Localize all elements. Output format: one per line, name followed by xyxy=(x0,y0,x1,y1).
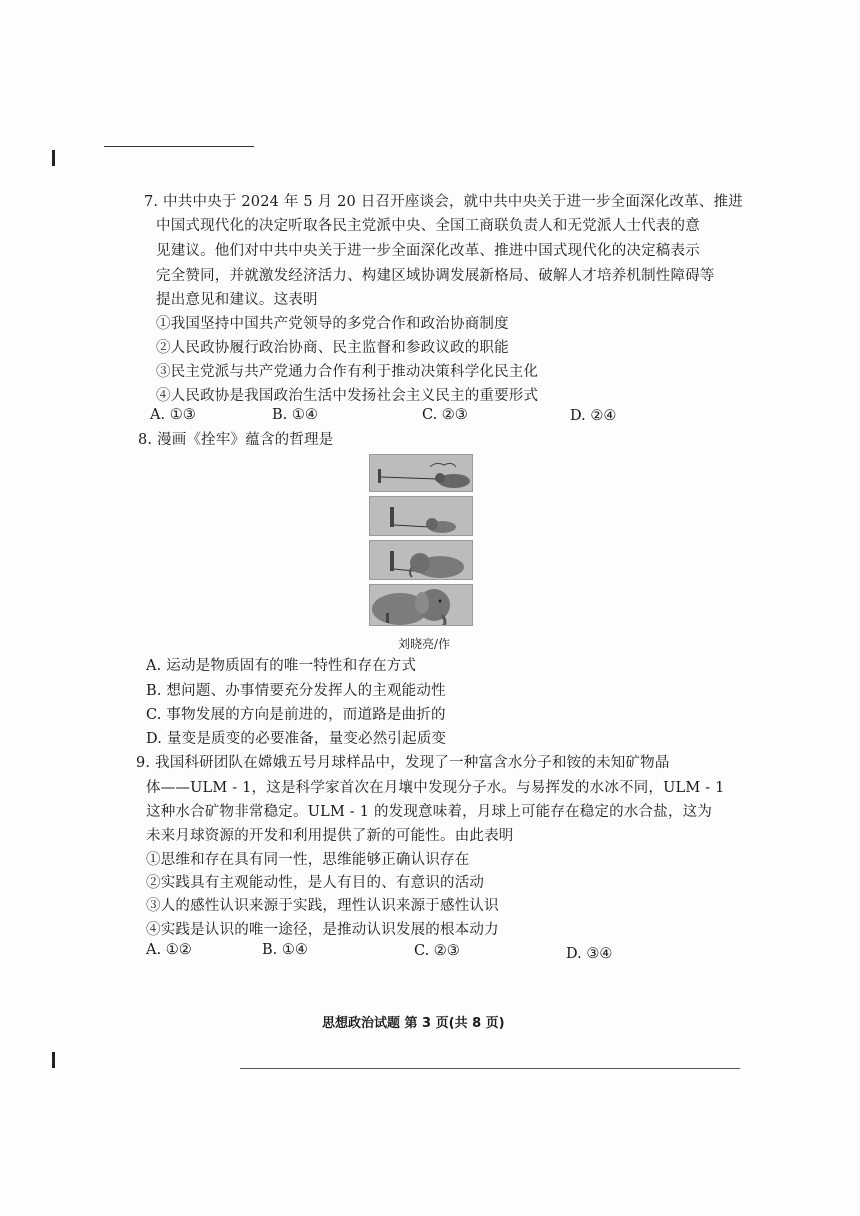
left-edge-mark xyxy=(52,150,55,166)
q9-stem-line-1: 9. 我国科研团队在嫦娥五号月球样品中，发现了一种富含水分子和铵的未知矿物晶 xyxy=(136,755,670,771)
q7-option-a: A. ①③ xyxy=(150,407,196,423)
q7-statement-1: ①我国坚持中国共产党领导的多党合作和政治协商制度 xyxy=(156,316,509,332)
q8-option-c: C. 事物发展的方向是前进的，而道路是曲折的 xyxy=(146,707,446,723)
grown-elephant-icon xyxy=(370,541,473,580)
q9-stem-line-3: 这种水合矿物非常稳定。ULM - 1 的发现意味着，月球上可能存在稳定的水合盐，这为 xyxy=(146,804,713,820)
cartoon-panel-2 xyxy=(369,496,473,536)
q7-option-c: C. ②③ xyxy=(422,407,468,423)
q7-stem-line-2: 中国式现代化的决定听取各民主党派中央、全国工商联负责人和无党派人士代表的意 xyxy=(156,218,700,234)
q8-option-b: B. 想问题、办事情要充分发挥人的主观能动性 xyxy=(146,683,446,699)
q7-stem-line-1: 7. 中共中央于 2024 年 5 月 20 日召开座谈会，就中共中央关于进一步全面深化改革、推进 xyxy=(144,194,743,210)
cartoon-panel-3 xyxy=(369,540,473,580)
q9-option-c: C. ②③ xyxy=(414,943,460,959)
q7-option-b: B. ①④ xyxy=(272,407,318,423)
q9-stem-line-4: 未来月球资源的开发和利用提供了新的可能性。由此表明 xyxy=(146,828,514,844)
left-edge-mark-bottom xyxy=(52,1052,55,1068)
cartoon-caption: 刘晓亮/作 xyxy=(398,637,451,651)
cartoon-panel-4 xyxy=(369,584,473,626)
page-footer: 思想政治试题 第 3 页(共 8 页) xyxy=(322,1016,505,1031)
q7-statement-4: ④人民政协是我国政治生活中发扬社会主义民主的重要形式 xyxy=(156,388,539,404)
top-rule xyxy=(104,146,254,147)
q9-option-b: B. ①④ xyxy=(262,942,308,958)
q9-statement-2: ②实践具有主观能动性，是人有目的、有意识的活动 xyxy=(146,875,485,891)
cartoon-panel-1 xyxy=(369,454,473,492)
adult-elephant-icon xyxy=(370,585,473,626)
q7-stem-line-4: 完全赞同，并就激发经济活力、构建区域协调发展新格局、破解人才培养机制性障碍等 xyxy=(156,268,715,284)
q9-stem-line-2: 体——ULM - 1，这是科学家首次在月壤中发现分子水。与易挥发的水冰不同，ULM - 1 xyxy=(146,780,725,796)
q7-stem-line-5: 提出意见和建议。这表明 xyxy=(156,292,318,308)
q9-option-a: A. ①② xyxy=(146,942,192,958)
q7-stem-line-3: 见建议。他们对中共中央关于进一步全面深化改革、推进中国式现代化的决定稿表示 xyxy=(156,243,700,259)
baby-elephant-icon xyxy=(370,455,473,492)
cartoon-figure xyxy=(369,454,473,626)
q7-statement-2: ②人民政协履行政治协商、民主监督和参政议政的职能 xyxy=(156,340,509,356)
q8-stem: 8. 漫画《拴牢》蕴含的哲理是 xyxy=(138,432,334,448)
q7-option-d: D. ②④ xyxy=(570,408,617,424)
q9-statement-3: ③人的感性认识来源于实践，理性认识来源于感性认识 xyxy=(146,898,499,914)
young-elephant-icon xyxy=(370,497,473,536)
q9-statement-4: ④实践是认识的唯一途径，是推动认识发展的根本动力 xyxy=(146,922,499,938)
q8-option-d: D. 量变是质变的必要准备，量变必然引起质变 xyxy=(146,731,447,747)
q9-option-d: D. ③④ xyxy=(566,946,613,962)
q9-statement-1: ①思维和存在具有同一性，思维能够正确认识存在 xyxy=(146,852,470,868)
bottom-rule xyxy=(240,1068,740,1069)
q8-option-a: A. 运动是物质固有的唯一特性和存在方式 xyxy=(146,658,417,674)
q7-statement-3: ③民主党派与共产党通力合作有利于推动决策科学化民主化 xyxy=(156,364,539,380)
